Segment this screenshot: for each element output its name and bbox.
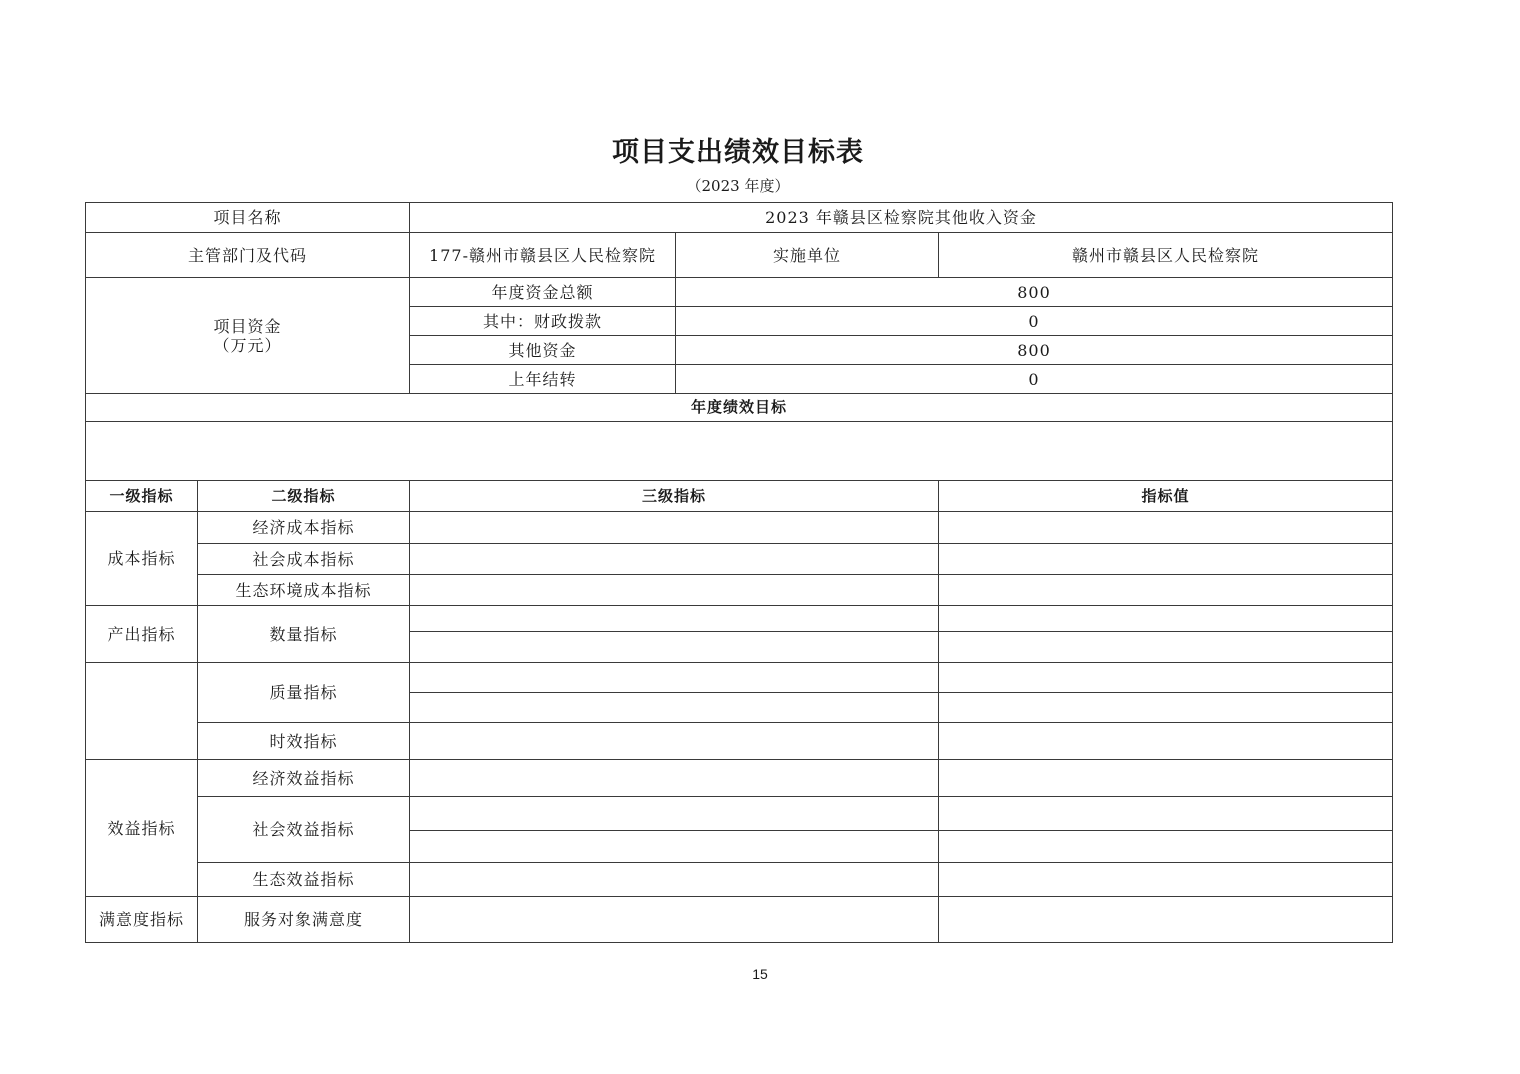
fund-item-value: 800 [676, 278, 1393, 307]
value-cell [939, 606, 1393, 632]
document-title: 项目支出绩效目标表 [612, 137, 864, 168]
level1-blank-cell [86, 663, 198, 760]
table-row [86, 606, 1393, 632]
header-level2: 二级指标 [198, 481, 410, 512]
fund-item-value: 800 [676, 336, 1393, 365]
level2-indicator: 经济成本指标 [198, 512, 410, 544]
level3-cell [410, 863, 939, 897]
level3-cell [410, 606, 939, 632]
level2-indicator: 质量指标 [198, 663, 410, 723]
value-cell [939, 831, 1393, 863]
table-row [86, 233, 1393, 278]
level3-cell [410, 575, 939, 606]
level3-cell [410, 693, 939, 723]
satisfaction-indicator-label: 满意度指标 [86, 897, 198, 943]
table-row [86, 575, 1393, 606]
value-cell [939, 663, 1393, 693]
impl-unit-label: 实施单位 [676, 233, 939, 278]
fund-item-label: 其中：财政拨款 [410, 307, 676, 336]
value-cell [939, 760, 1393, 797]
level3-cell [410, 831, 939, 863]
fund-item-value: 0 [676, 307, 1393, 336]
level2-indicator: 时效指标 [198, 723, 410, 760]
table-row [86, 481, 1393, 512]
cost-indicator-label: 成本指标 [86, 512, 198, 606]
fund-item-label: 上年结转 [410, 365, 676, 394]
table-row [86, 512, 1393, 544]
level3-cell [410, 512, 939, 544]
level2-indicator: 社会效益指标 [198, 797, 410, 863]
page-number: 15 [752, 966, 768, 982]
value-cell [939, 897, 1393, 943]
level3-cell [410, 723, 939, 760]
fund-item-label: 年度资金总额 [410, 278, 676, 307]
value-cell [939, 632, 1393, 663]
level3-cell [410, 663, 939, 693]
level3-cell [410, 897, 939, 943]
annual-goal-content [86, 422, 1393, 481]
value-cell [939, 693, 1393, 723]
level2-indicator: 生态效益指标 [198, 863, 410, 897]
table-row [86, 760, 1393, 797]
table-row [86, 544, 1393, 575]
dept-label: 主管部门及代码 [86, 233, 410, 278]
value-cell [939, 723, 1393, 760]
fiscal-year-label: （2023 年度） [686, 177, 790, 195]
performance-target-table [85, 202, 1393, 943]
fund-unit-text: （万元） [213, 335, 282, 355]
header-level3: 三级指标 [410, 481, 939, 512]
level3-cell [410, 760, 939, 797]
level3-cell [410, 797, 939, 831]
fund-label-text: 项目资金 [213, 316, 282, 336]
output-indicator-label: 产出指标 [86, 606, 198, 663]
table-row [86, 897, 1393, 943]
level2-indicator: 服务对象满意度 [198, 897, 410, 943]
header-level1: 一级指标 [86, 481, 198, 512]
value-cell [939, 544, 1393, 575]
level3-cell [410, 544, 939, 575]
table-row [86, 278, 1393, 307]
value-cell [939, 512, 1393, 544]
value-cell [939, 797, 1393, 831]
level2-indicator: 经济效益指标 [198, 760, 410, 797]
fund-item-label: 其他资金 [410, 336, 676, 365]
table-row [86, 203, 1393, 233]
table-row [86, 723, 1393, 760]
value-cell [939, 575, 1393, 606]
table-row [86, 797, 1393, 831]
fund-label [86, 278, 410, 394]
table-row [86, 422, 1393, 481]
project-name-label: 项目名称 [86, 203, 410, 233]
level2-indicator: 生态环境成本指标 [198, 575, 410, 606]
table-row [86, 663, 1393, 693]
fund-item-value: 0 [676, 365, 1393, 394]
dept-value: 177-赣州市赣县区人民检察院 [410, 233, 676, 278]
level3-cell [410, 632, 939, 663]
value-cell [939, 863, 1393, 897]
benefit-indicator-label: 效益指标 [86, 760, 198, 897]
header-value: 指标值 [939, 481, 1393, 512]
level2-indicator: 数量指标 [198, 606, 410, 663]
level2-indicator: 社会成本指标 [198, 544, 410, 575]
table-row [86, 863, 1393, 897]
project-name-value: 2023 年赣县区检察院其他收入资金 [410, 203, 1393, 233]
annual-goal-header: 年度绩效目标 [86, 394, 1393, 422]
impl-unit-value: 赣州市赣县区人民检察院 [939, 233, 1393, 278]
table-row [86, 394, 1393, 422]
